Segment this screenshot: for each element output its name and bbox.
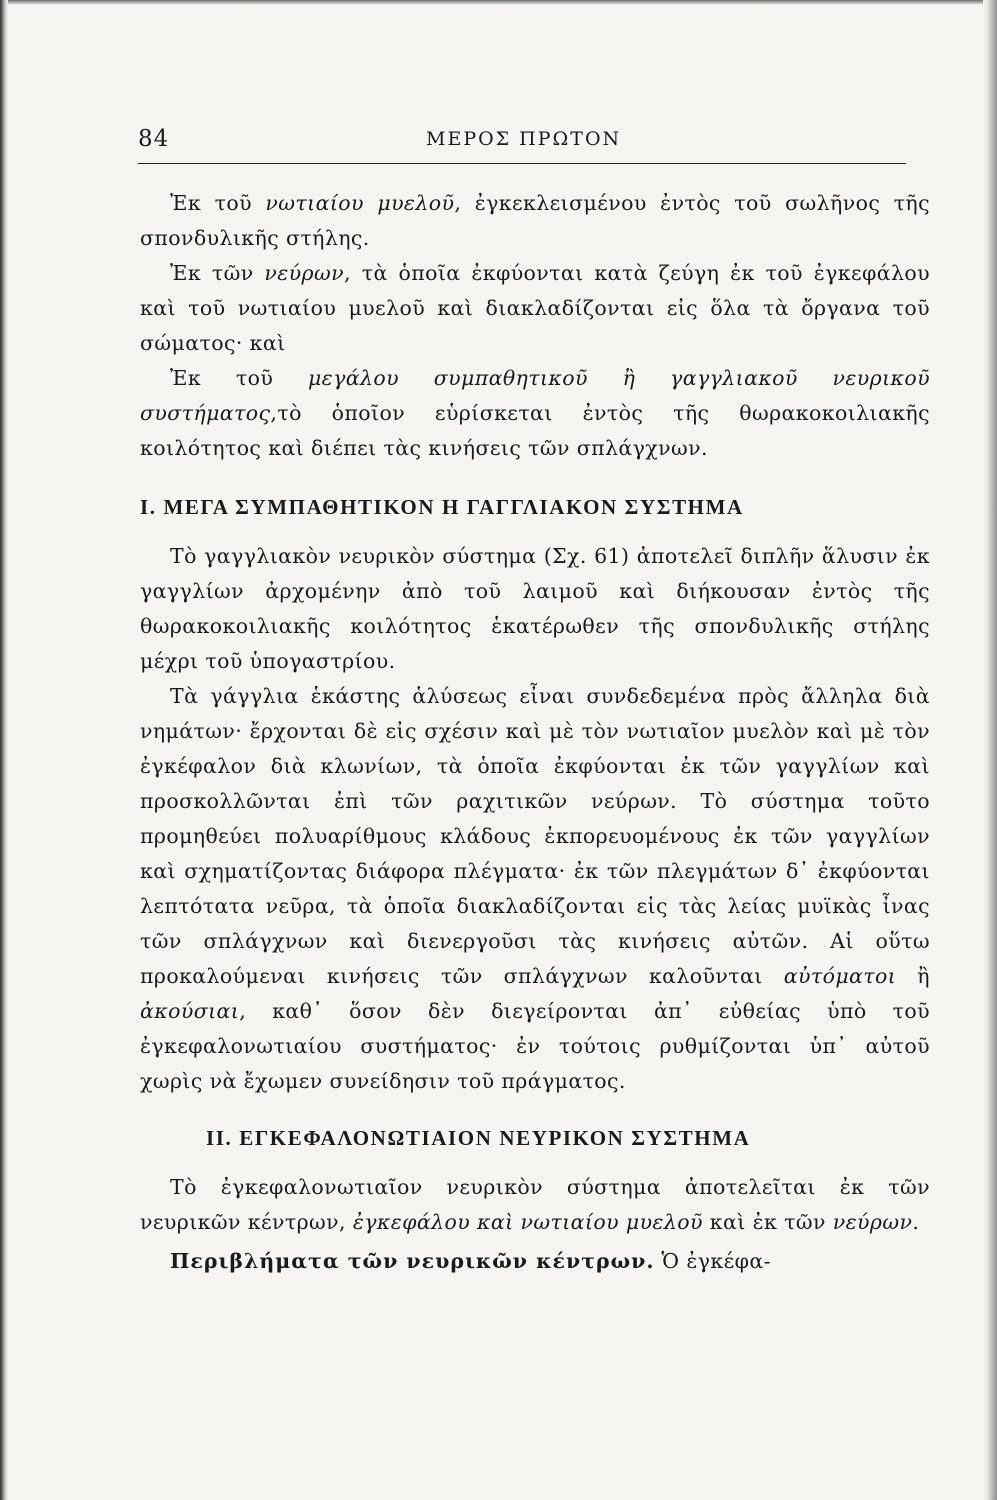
text-run: ἢ xyxy=(896,964,930,988)
text-run: Τὰ γάγγλια ἑκάστης ἁλύσεως εἶναι συνδεδεμένα πρὸς ἄλληλα διὰ νημάτων· ἔρχονται δὲ εἰς σχέσιν καὶ μὲ τὸν νωτιαῖον μυελὸν καὶ μὲ τὸν ἐγκέφαλον διὰ κλωνίων, τὰ ὁποῖα ἐκφύονται ἐκ τῶν γαγγλίων καὶ προσκολλῶνται ἐπὶ τῶν ραχιτικῶν νεύρων. Τὸ σύστημα τοῦτο προμηθεύει πολυαρίθμους κλάδους ἐκπορευομένους ἐκ τῶν γαγγλίων καὶ σχηματίζοντας διάφορα πλέγματα· ἐκ τῶν πλεγμάτων δ᾽ ἐκφύονται λεπτότατα νεῦρα, τὰ ὁποῖα διακλαδίζονται εἰς τὰς λείας μυϊκὰς ἶνας τῶν σπλάγχνων καὶ διενεργοῦσι τὰς κινήσεις αὐτῶν. Αἱ οὕτω προκαλούμεναι κινήσεις τῶν σπλάγχνων καλοῦνται xyxy=(140,684,930,988)
text-run: ,τὸ ὁποῖον εὑρίσκεται ἐντὸς τῆς θωρακοκοιλιακῆς κοιλότητος καὶ διέπει τὰς κινήσεις τῶν σπλάγχνων. xyxy=(140,401,930,460)
running-head: ΜΕΡΟΣ ΠΡΩΤΟΝ xyxy=(426,128,622,150)
page-edge-right xyxy=(983,0,997,1500)
text-run: Ἐκ τοῦ xyxy=(170,191,266,215)
text-run: , καθ᾽ ὅσον δὲν διεγείρονται ἀπ᾽ εὐθείας ὑπὸ τοῦ ἐγκεφαλονωτιαίου συστήματος· ἐν τούτοις ρυθμίζονται ὑπ᾽ αὐτοῦ χωρὶς νὰ ἔχωμεν συνείδησιν τοῦ πράγματος. xyxy=(140,999,930,1093)
page-body xyxy=(140,180,930,1279)
italic-term: νεύρων xyxy=(264,261,344,285)
italic-term: μεγάλου συμπαθητικοῦ ἢ γαγγλιακοῦ νευρικοῦ συστήματος xyxy=(140,366,930,425)
section2-paragraph-2 xyxy=(140,1244,930,1279)
section2-paragraph-1 xyxy=(140,1170,930,1240)
section1-paragraph-2 xyxy=(140,679,930,1099)
italic-term: νεύρων xyxy=(832,1210,913,1234)
intro-paragraph-2 xyxy=(140,256,930,361)
intro-paragraph-1 xyxy=(140,186,930,256)
text-run: καὶ ἐκ τῶν xyxy=(702,1210,833,1234)
intro-paragraph-3 xyxy=(140,361,930,466)
text-run: Ἐκ τοῦ xyxy=(170,366,308,390)
text-run: Τὸ ἐγκεφαλονωτιαῖον νευρικὸν σύστημα ἀποτελεῖται ἐκ τῶν νευρικῶν κέντρων, xyxy=(140,1175,930,1234)
text-run: , ἐγκεκλεισμένου ἐντὸς τοῦ σωλῆνος τῆς σπονδυλικῆς στήλης. xyxy=(140,191,930,250)
header-rule xyxy=(138,163,906,164)
text-run: , τὰ ὁποῖα ἐκφύονται κατὰ ζεύγη ἐκ τοῦ ἐγκεφάλου καὶ τοῦ νωτιαίου μυελοῦ καὶ διακλαδίζονται εἰς ὅλα τὰ ὄργανα τοῦ σώματος· καὶ xyxy=(140,261,930,355)
section1-paragraph-1: Τὸ γαγγλιακὸν νευρικὸν σύστημα (Σχ. 61) ἀποτελεῖ διπλῆν ἅλυσιν ἐκ γαγγλίων ἀρχομένην ἀπὸ τοῦ λαιμοῦ καὶ διήκουσαν ἐντὸς τῆς θωρακοκοιλιακῆς κοιλότητος ἑκατέρωθεν τῆς σπονδυλικῆς στήλης μέχρι τοῦ ὑπογαστρίου. xyxy=(140,544,930,673)
bold-subheading: Περιβλήματα τῶν νευρικῶν κέντρων. xyxy=(170,1249,655,1273)
page-header xyxy=(138,126,906,162)
section-heading-2: II. ΕΓΚΕΦΑΛΟΝΩΤΙΑΙΟΝ ΝΕΥΡΙΚΟΝ ΣΥΣΤΗΜΑ xyxy=(206,1126,751,1150)
italic-term: νωτιαίου μυελοῦ xyxy=(265,191,455,215)
italic-term: ἀκούσιαι xyxy=(140,999,240,1023)
text-run: Ἐκ τῶν xyxy=(170,261,265,285)
text-run: . xyxy=(912,1210,920,1234)
page-number: 84 xyxy=(138,126,170,152)
page-edge-top xyxy=(0,0,997,5)
italic-term: ἐγκεφάλου καὶ νωτιαίου μυελοῦ xyxy=(352,1210,703,1234)
section-heading-1: I. ΜΕΓΑ ΣΥΜΠΑΘΗΤΙΚΟΝ Η ΓΑΓΓΛΙΑΚΟΝ ΣΥΣΤΗΜΑ xyxy=(140,495,744,519)
page-edge-left xyxy=(0,0,8,1500)
italic-term: αὐτόματοι xyxy=(783,964,897,988)
text-run: Ὁ ἐγκέφα- xyxy=(654,1249,771,1273)
